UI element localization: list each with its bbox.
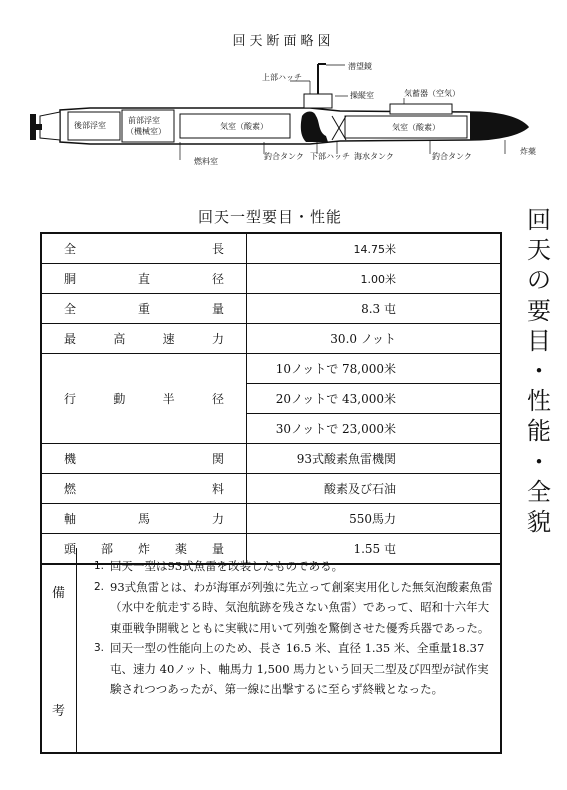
label-gas-room-oxygen-1: 気室（酸素） bbox=[220, 122, 268, 131]
row-value: 93式酸素魚雷機関 bbox=[247, 444, 502, 474]
table-row bbox=[41, 444, 501, 474]
table-row bbox=[41, 264, 501, 294]
table-title: 回天一型要目・性能 bbox=[197, 208, 342, 226]
row-label-char: 燃 bbox=[64, 482, 77, 496]
row-label-char: 軸 bbox=[64, 512, 77, 526]
row-label-char: 全 bbox=[64, 302, 77, 316]
row-label-char: 部 bbox=[100, 542, 113, 556]
row-value: 10ノットで 78,000米 bbox=[247, 354, 502, 384]
diagram-title: 回天断面略図 bbox=[232, 34, 335, 49]
vertical-side-title bbox=[519, 205, 559, 537]
row-value: 8.3 屯 bbox=[247, 294, 502, 324]
label-fuel-room: 燃料室 bbox=[194, 157, 218, 166]
side-title-char: 要 bbox=[527, 296, 551, 325]
label-control-room: 操縦室 bbox=[350, 91, 374, 100]
side-title-char: 貌 bbox=[527, 508, 551, 537]
label-sea-water-tank: 海水タンク bbox=[354, 152, 394, 161]
label-gas-room-oxygen-2: 気室（酸素） bbox=[392, 123, 440, 132]
row-label-char: 速 bbox=[162, 332, 175, 346]
label-lower-hatch: 下部ハッチ bbox=[310, 152, 350, 161]
list-item bbox=[94, 577, 494, 639]
label-front-float: 前部浮室 bbox=[128, 116, 160, 125]
row-label-char: 全 bbox=[64, 242, 77, 256]
row-label-char: 頭 bbox=[64, 542, 77, 556]
row-label-char: 薬 bbox=[174, 542, 187, 556]
row-label-char: 機 bbox=[64, 452, 77, 466]
label-rear-float: 後部浮室 bbox=[74, 121, 106, 130]
row-label bbox=[41, 264, 247, 294]
remarks-label-bottom: 考 bbox=[52, 704, 66, 719]
table-row bbox=[41, 504, 501, 534]
label-machine-room: （機械室） bbox=[126, 127, 166, 136]
list-item-text: 回天一型の性能向上のため、長さ 16.5 米、直径 1.35 米、全重量18.37 屯、速力 40ノット、軸馬力 1,500 馬力という回天二型及び四型が試作実験されつつあったが、第一線に出撃するに至らず終戦となった。 bbox=[110, 641, 489, 696]
list-item bbox=[94, 556, 494, 577]
list-item-number: 2. bbox=[94, 580, 105, 593]
list-item-text: 93式魚雷とは、わが海軍が列強に先立って創案実用化した無気泡酸素魚雷（水中を航走する時、気泡航跡を残さない魚雷）であって、昭和十六年大東亜戦争開戦とともに実戦に用いて列強を驚倒させた優秀兵器であった。 bbox=[110, 579, 493, 635]
label-trim-tank-2: 釣合タンク bbox=[432, 152, 472, 161]
row-label-char: 関 bbox=[211, 452, 224, 466]
row-label bbox=[41, 354, 247, 444]
kaiten-cross-section-diagram bbox=[0, 50, 567, 180]
row-label-char: 動 bbox=[113, 392, 126, 406]
row-value: 酸素及び石油 bbox=[247, 474, 502, 504]
remarks-section bbox=[40, 548, 502, 754]
side-title-char: 目 bbox=[527, 326, 551, 355]
table-row bbox=[41, 324, 501, 354]
row-label bbox=[41, 474, 247, 504]
table-row bbox=[41, 354, 501, 384]
row-label bbox=[41, 324, 247, 354]
label-explosive: 炸薬 bbox=[520, 147, 536, 156]
row-label bbox=[41, 233, 247, 264]
side-title-char: 能 bbox=[527, 417, 551, 446]
row-label-char: 炸 bbox=[137, 542, 150, 556]
side-title-char: ・ bbox=[527, 447, 551, 476]
side-title-char: ・ bbox=[527, 357, 551, 386]
row-label-char: 量 bbox=[211, 302, 224, 316]
row-value: 14.75米 bbox=[247, 233, 502, 264]
row-value: 1.55 屯 bbox=[247, 534, 502, 565]
side-title-char: 天 bbox=[527, 236, 551, 265]
row-label-char: 重 bbox=[137, 302, 150, 316]
row-label-char: 高 bbox=[113, 332, 126, 346]
label-trim-tank-1: 釣合タンク bbox=[264, 152, 304, 161]
row-value: 30ノットで 23,000米 bbox=[247, 414, 502, 444]
row-label-char: 馬 bbox=[137, 512, 150, 526]
table-row bbox=[41, 233, 501, 264]
label-periscope: 潜望鏡 bbox=[348, 62, 372, 71]
table-row bbox=[41, 294, 501, 324]
list-item-text: 回天一型は93式魚雷を改装したものである。 bbox=[110, 559, 344, 573]
row-label-char: 長 bbox=[211, 242, 224, 256]
row-label-char: 最 bbox=[64, 332, 77, 346]
row-label bbox=[41, 444, 247, 474]
side-title-char: の bbox=[527, 266, 551, 295]
row-label-char: 径 bbox=[211, 272, 224, 286]
row-label-char: 直 bbox=[137, 272, 150, 286]
side-title-char: 全 bbox=[527, 477, 551, 506]
list-item-number: 3. bbox=[94, 642, 105, 654]
side-title-char: 性 bbox=[527, 387, 551, 416]
list-item bbox=[94, 638, 494, 700]
spec-table bbox=[40, 232, 502, 565]
row-label-char: 料 bbox=[211, 482, 224, 496]
table-row bbox=[41, 474, 501, 504]
row-label-char: 力 bbox=[211, 512, 224, 526]
side-title-char: 回 bbox=[527, 206, 551, 234]
row-value: 1.00米 bbox=[247, 264, 502, 294]
row-label-char: 径 bbox=[211, 392, 224, 406]
row-label-char: 行 bbox=[64, 392, 77, 406]
row-label-char: 胴 bbox=[64, 272, 77, 286]
remarks-label-column bbox=[42, 548, 77, 752]
row-label bbox=[41, 504, 247, 534]
row-value: 20ノットで 43,000米 bbox=[247, 384, 502, 414]
list-item-number: 1. bbox=[94, 560, 105, 572]
row-label-char: 力 bbox=[211, 332, 224, 346]
row-label-char: 量 bbox=[211, 542, 224, 556]
row-value: 30.0 ノット bbox=[247, 324, 502, 354]
row-label bbox=[41, 294, 247, 324]
row-value: 550馬力 bbox=[247, 504, 502, 534]
row-label-char: 半 bbox=[162, 392, 175, 406]
label-gas-tank-air: 気蓄器（空気） bbox=[404, 89, 460, 98]
remarks-list bbox=[94, 556, 494, 700]
label-upper-hatch: 上部ハッチ bbox=[262, 73, 302, 82]
remarks-label-top: 備 bbox=[52, 586, 66, 601]
